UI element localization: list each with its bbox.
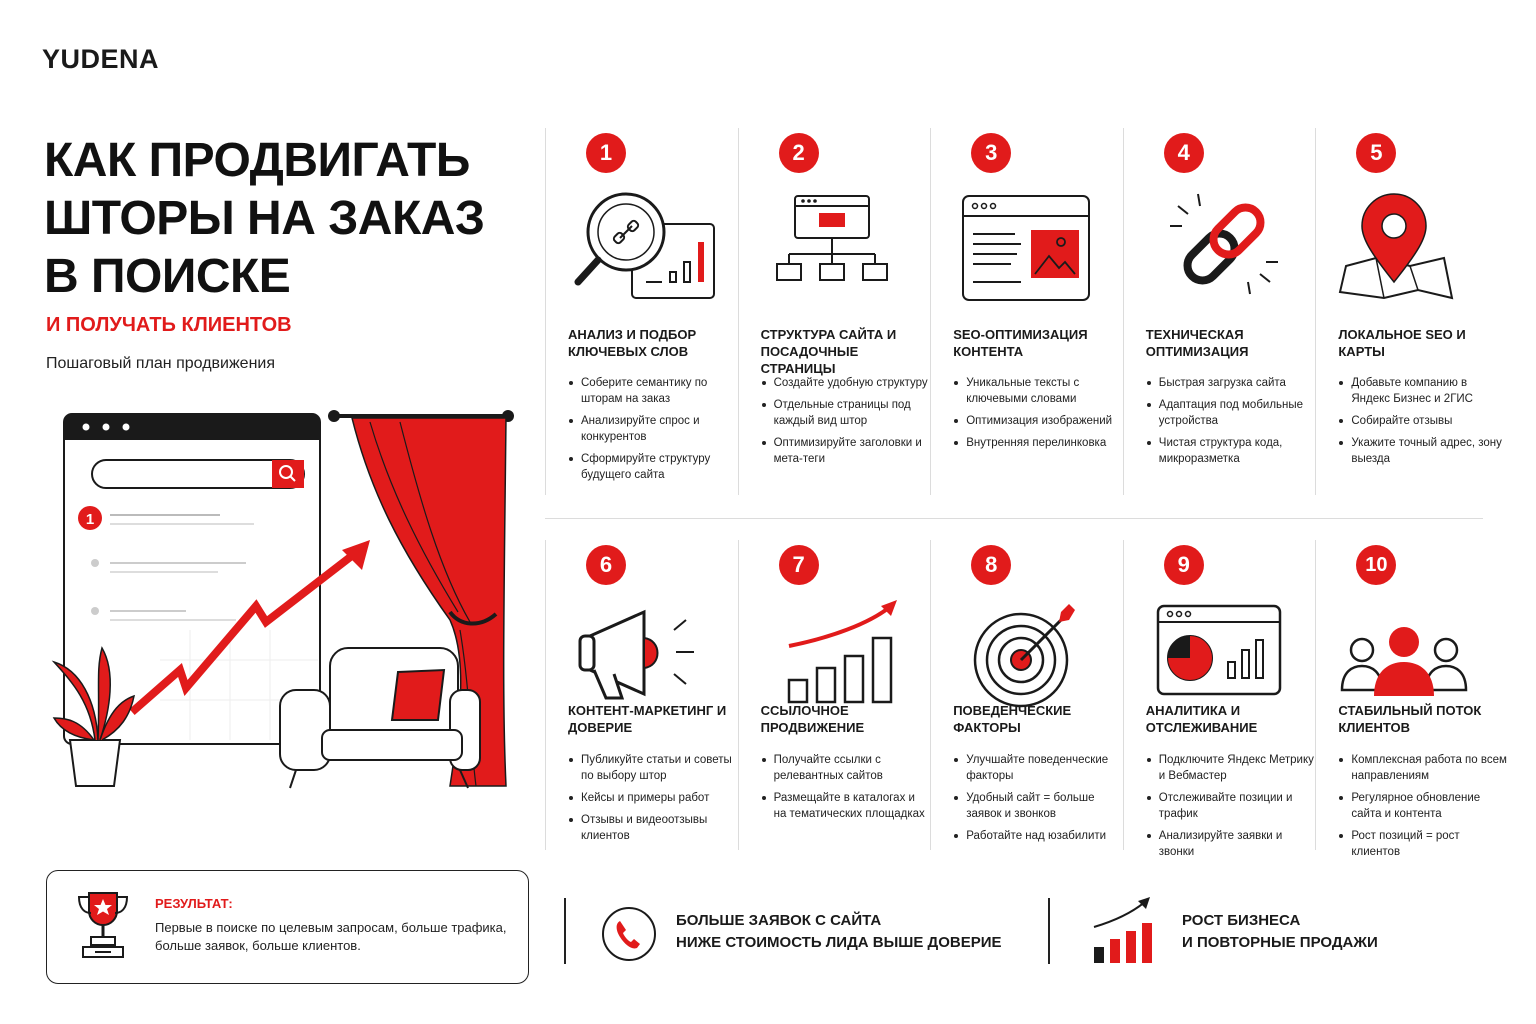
benefit-line: И ПОВТОРНЫЕ ПРОДАЖИ bbox=[1182, 934, 1378, 951]
target-icon bbox=[951, 598, 1101, 713]
steps-grid bbox=[545, 128, 1507, 858]
step-title: ПОВЕДЕНЧЕСКИЕ ФАКТОРЫ bbox=[953, 703, 1072, 735]
step-number: 8 bbox=[971, 545, 1011, 585]
step-title: АНАЛИТИКА И ОТСЛЕЖИВАНИЕ bbox=[1145, 703, 1258, 735]
list-item: Размещайте в каталогах и на тематических площадках bbox=[761, 790, 931, 822]
step-bullets bbox=[953, 375, 1123, 457]
benefit-separator bbox=[1048, 898, 1050, 964]
list-item: Кейсы и примеры работ bbox=[568, 790, 738, 806]
page-caption: Пошаговый план продвижения bbox=[46, 355, 275, 372]
result-text: Первые в поиске по целевым запросам, больше трафика, больше заявок, больше клиентов. bbox=[155, 920, 507, 953]
benefit-line: РОСТ БИЗНЕСА bbox=[1182, 912, 1301, 929]
step-8 bbox=[930, 540, 1123, 850]
list-item: Подключите Яндекс Метрику и Вебмастер bbox=[1146, 752, 1316, 784]
step-number: 7 bbox=[779, 545, 819, 585]
page-title: КАК ПРОДВИГАТЬ ШТОРЫ НА ЗАКАЗ В ПОИСКЕ bbox=[44, 134, 485, 303]
list-item: Оптимизируйте заголовки и мета-теги bbox=[761, 435, 931, 467]
step-title: ССЫЛОЧНОЕ ПРОДВИЖЕНИЕ bbox=[760, 703, 865, 735]
step-10 bbox=[1315, 540, 1507, 858]
list-item: Быстрая загрузка сайта bbox=[1146, 375, 1316, 391]
steps-row-2 bbox=[545, 540, 1507, 858]
result-box bbox=[46, 870, 529, 984]
step-title: АНАЛИЗ И ПОДБОР КЛЮЧЕВЫХ СЛОВ bbox=[568, 327, 697, 359]
step-bullets bbox=[953, 752, 1123, 850]
step-3 bbox=[930, 128, 1123, 495]
step-title: СТРУКТУРА САЙТА И ПОСАДОЧНЫЕ СТРАНИЦЫ bbox=[760, 327, 897, 376]
step-title: ЛОКАЛЬНОЕ SEO И КАРТЫ bbox=[1338, 327, 1466, 359]
chain-link-icon bbox=[1144, 186, 1294, 301]
list-item: Публикуйте статьи и советы по выбору штор bbox=[568, 752, 738, 784]
step-number: 2 bbox=[779, 133, 819, 173]
step-6 bbox=[545, 540, 738, 850]
brand-logo: YUDENA bbox=[42, 44, 160, 74]
step-title: СТАБИЛЬНЫЙ ПОТОК КЛИЕНТОВ bbox=[1338, 703, 1482, 735]
step-number: 9 bbox=[1164, 545, 1204, 585]
step-bullets bbox=[1338, 375, 1508, 473]
result-marker: 1 bbox=[85, 511, 95, 528]
phone-icon bbox=[600, 905, 658, 963]
people-group-icon bbox=[1336, 598, 1486, 713]
step-2 bbox=[738, 128, 931, 495]
list-item: Добавьте компанию в Яндекс Бизнес и 2ГИС bbox=[1338, 375, 1508, 407]
step-bullets bbox=[1338, 752, 1508, 866]
list-item: Внутренняя перелинковка bbox=[953, 435, 1123, 451]
list-item: Регулярное обновление сайта и контента bbox=[1338, 790, 1508, 822]
analytics-window-icon bbox=[1144, 598, 1294, 713]
step-number: 1 bbox=[586, 133, 626, 173]
step-title: SEO-ОПТИМИЗАЦИЯ КОНТЕНТА bbox=[953, 327, 1088, 359]
list-item: Анализируйте заявки и звонки bbox=[1146, 828, 1316, 860]
step-bullets bbox=[1146, 375, 1316, 473]
list-item: Отзывы и видеоотзывы клиентов bbox=[568, 812, 738, 844]
list-item: Чистая структура кода, микроразметка bbox=[1146, 435, 1316, 467]
step-bullets bbox=[761, 752, 931, 828]
list-item: Сформируйте структуру будущего сайта bbox=[568, 451, 738, 483]
benefit-separator bbox=[564, 898, 566, 964]
list-item: Удобный сайт = больше заявок и звонков bbox=[953, 790, 1123, 822]
step-bullets bbox=[761, 375, 931, 473]
benefit-1 bbox=[676, 910, 1002, 954]
site-structure-icon bbox=[759, 186, 909, 301]
list-item: Улучшайте поведенческие факторы bbox=[953, 752, 1123, 784]
step-bullets bbox=[568, 752, 738, 850]
list-item: Укажите точный адрес, зону выезда bbox=[1338, 435, 1508, 467]
growth-chart-icon bbox=[759, 598, 909, 713]
step-number: 6 bbox=[586, 545, 626, 585]
benefit-line: НИЖЕ СТОИМОСТЬ ЛИДА ВЫШЕ ДОВЕРИЕ bbox=[676, 934, 1002, 951]
step-title: КОНТЕНТ-МАРКЕТИНГ И ДОВЕРИЕ bbox=[568, 703, 727, 735]
benefit-line: БОЛЬШЕ ЗАЯВОК С САЙТА bbox=[676, 912, 882, 929]
step-number: 5 bbox=[1356, 133, 1396, 173]
step-number: 4 bbox=[1164, 133, 1204, 173]
hero-illustration bbox=[40, 400, 520, 800]
step-bullets bbox=[1146, 752, 1316, 866]
step-bullets bbox=[568, 375, 738, 489]
step-1 bbox=[545, 128, 738, 495]
trophy-icon bbox=[75, 889, 131, 965]
list-item: Создайте удобную структуру bbox=[761, 375, 931, 391]
list-item: Отдельные страницы под каждый вид штор bbox=[761, 397, 931, 429]
list-item: Собирайте отзывы bbox=[1338, 413, 1508, 429]
megaphone-icon bbox=[566, 598, 716, 713]
list-item: Адаптация под мобильные устройства bbox=[1146, 397, 1316, 429]
step-5 bbox=[1315, 128, 1502, 495]
benefit-2 bbox=[1182, 910, 1378, 954]
list-item: Отслеживайте позиции и трафик bbox=[1146, 790, 1316, 822]
list-item: Оптимизация изображений bbox=[953, 413, 1123, 429]
list-item: Анализируйте спрос и конкурентов bbox=[568, 413, 738, 445]
list-item: Соберите семантику по шторам на заказ bbox=[568, 375, 738, 407]
list-item: Уникальные тексты с ключевыми словами bbox=[953, 375, 1123, 407]
content-window-icon bbox=[951, 186, 1101, 301]
list-item: Работайте над юзабилити bbox=[953, 828, 1123, 844]
list-item: Получайте ссылки с релевантных сайтов bbox=[761, 752, 931, 784]
step-title: ТЕХНИЧЕСКАЯ ОПТИМИЗАЦИЯ bbox=[1145, 327, 1249, 359]
result-label: РЕЗУЛЬТАТ: bbox=[155, 896, 233, 911]
step-7 bbox=[738, 540, 931, 850]
steps-row-1 bbox=[545, 128, 1502, 495]
step-4 bbox=[1123, 128, 1316, 495]
step-number: 10 bbox=[1356, 545, 1396, 585]
list-item: Рост позиций = рост клиентов bbox=[1338, 828, 1508, 860]
list-item: Комплексная работа по всем направлениям bbox=[1338, 752, 1508, 784]
page-subtitle: И ПОЛУЧАТЬ КЛИЕНТОВ bbox=[46, 314, 292, 336]
map-pin-icon bbox=[1336, 186, 1486, 301]
step-9 bbox=[1123, 540, 1316, 858]
magnifier-chart-icon bbox=[566, 186, 716, 301]
bar-growth-icon bbox=[1090, 895, 1154, 965]
step-number: 3 bbox=[971, 133, 1011, 173]
